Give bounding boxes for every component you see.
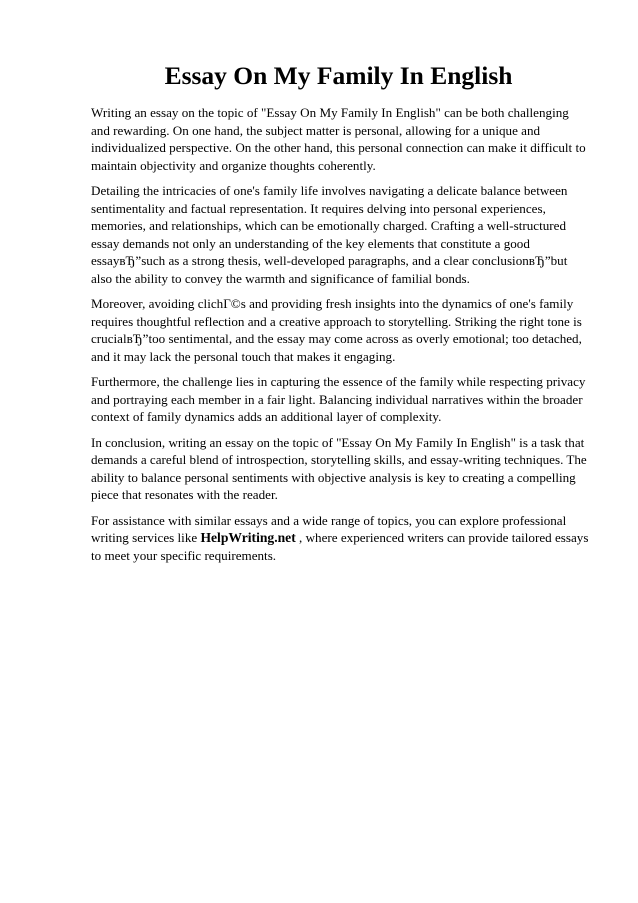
paragraph-closing — [91, 512, 590, 565]
paragraph-furthermore: Furthermore, the challenge lies in capturing the essence of the family while respecting privacy and portraying each member in a fair light. Balancing individual narratives within the broader context of family dynamics adds an additional layer of complexity. — [91, 374, 586, 424]
document-title: Essay On My Family In English — [164, 61, 513, 90]
paragraph-moreover: Moreover, avoiding clichГ©s and providing fresh insights into the dynamics of one's family requires thoughtful reflection and a creative approach to storytelling. Striking the right tone is crucialвЂ”too sentimental, and the essay may come across as overly emotional; too detached, and it may lack the personal touch that makes it engaging. — [91, 296, 582, 364]
paragraph-conclusion: In conclusion, writing an essay on the topic of "Essay On My Family In English" is a task that demands a careful blend of introspection, storytelling skills, and essay-writing techniques. The ability to balance personal sentiments with objective analysis is key to creating a compelling piece that resonates with the reader. — [91, 434, 587, 502]
paragraph-detailing: Detailing the intricacies of one's family life involves navigating a delicate balance between sentimentality and factual representation. It requires delving into personal experiences, memories, and relationships, which can be emotionally charged. Crafting a well-structured essay demands not only an understanding of the key elements that constitute a good essayвЂ”such as a strong thesis, well-developed paragraphs, and a clear conclusionвЂ”but also the ability to convey the warmth and significance of familial bonds. — [91, 183, 568, 286]
closing-text-before: For assistance with similar essays and a wide range of topics, you can explore professional writing services like — [91, 512, 567, 545]
brand-name: HelpWriting.net — [200, 530, 296, 545]
closing-text-after: , where experienced writers can provide tailored essays to meet your specific requirements. — [91, 530, 589, 563]
paragraph-intro: Writing an essay on the topic of "Essay On My Family In English" can be both challenging and rewarding. On one hand, the subject matter is personal, allowing for a unique and individualized perspective. On the other hand, this personal connection can make it difficult to maintain objectivity and organize thoughts coherently. — [91, 105, 586, 173]
